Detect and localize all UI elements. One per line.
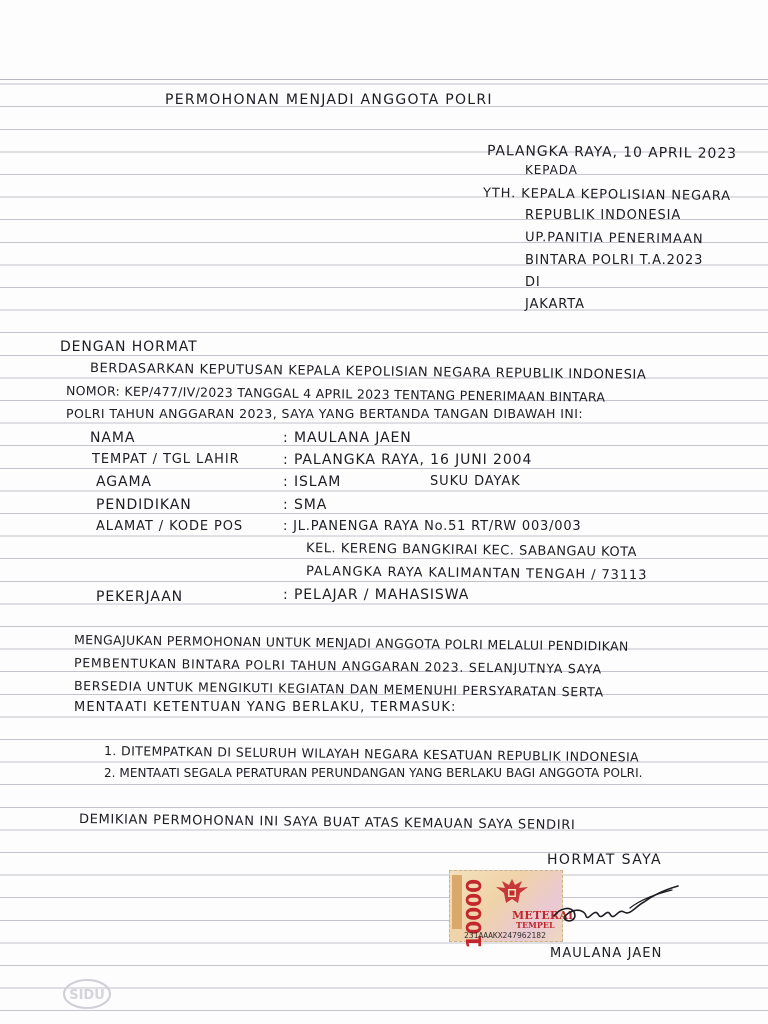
field-pendidikan-value: : SMA bbox=[283, 497, 328, 513]
sidu-logo-text: SIDU bbox=[69, 988, 105, 1003]
signer-name: MAULANA JAEN bbox=[550, 946, 663, 961]
field-ttl-value: : PALANGKA RAYA, 16 JUNI 2004 bbox=[283, 452, 533, 468]
letter-title: PERMOHONAN MENJADI ANGGOTA POLRI bbox=[165, 92, 493, 108]
body-line-2: PEMBENTUKAN BINTARA POLRI TAHUN ANGGARAN 2023. SELANJUTNYA SAYA bbox=[73, 655, 602, 677]
handwritten-signature bbox=[540, 878, 690, 938]
intro-line-1: BERDASARKAN KEPUTUSAN KEPALA KEPOLISIAN NEGARA REPUBLIK INDONESIA bbox=[89, 361, 647, 383]
addressee-line-3: UP.PANITIA PENERIMAAN bbox=[524, 230, 704, 248]
stamp-value: 10000 bbox=[462, 879, 486, 949]
field-alamat-value-1: : JL.PANENGA RAYA No.51 RT/RW 003/003 bbox=[283, 519, 582, 534]
field-agama-value: : ISLAM bbox=[283, 474, 342, 490]
regards: HORMAT SAYA bbox=[547, 852, 662, 868]
field-alamat-label: ALAMAT / KODE POS bbox=[96, 519, 244, 534]
list-item-2: 2. MENTAATI SEGALA PERATURAN PERUNDANGAN YANG BERLAKU BAGI ANGGOTA POLRI. bbox=[104, 766, 643, 780]
garuda-emblem-icon bbox=[494, 877, 530, 907]
field-suku-value: SUKU DAYAK bbox=[430, 474, 521, 489]
addressee-line-5: DI bbox=[525, 275, 541, 290]
addressee-line-1: YTH. KEPALA KEPOLISIAN NEGARA bbox=[482, 186, 732, 205]
addressee-line-4: BINTARA POLRI T.A.2023 bbox=[525, 253, 704, 268]
intro-line-3: POLRI TAHUN ANGGARAN 2023, SAYA YANG BERTANDA TANGAN DIBAWAH INI: bbox=[66, 406, 583, 421]
field-pekerjaan-label: PEKERJAAN bbox=[96, 589, 184, 605]
place-date: PALANGKA RAYA, 10 APRIL 2023 bbox=[486, 143, 738, 163]
field-alamat-value-3: PALANGKA RAYA KALIMANTAN TENGAH / 73113 bbox=[305, 564, 648, 584]
intro-line-2: NOMOR: KEP/477/IV/2023 TANGGAL 4 APRIL 2023 TENTANG PENERIMAAN BINTARA bbox=[65, 383, 606, 405]
addressee-line-2: REPUBLIK INDONESIA bbox=[525, 208, 682, 223]
list-item-1: 1. DITEMPATKAN DI SELURUH WILAYAH NEGARA KESATUAN REPUBLIK INDONESIA bbox=[103, 743, 640, 765]
field-nama-label: NAMA bbox=[90, 430, 136, 446]
stamp-serial: 231AAAKX247962182 bbox=[464, 931, 546, 940]
body-line-4: MENTAATI KETENTUAN YANG BERLAKU, TERMASUK: bbox=[74, 700, 457, 715]
sidu-logo-watermark bbox=[62, 978, 112, 1010]
salutation: DENGAN HORMAT bbox=[60, 339, 198, 355]
field-pekerjaan-value: : PELAJAR / MAHASISWA bbox=[283, 587, 470, 603]
addressee-kepada: KEPADA bbox=[525, 163, 578, 177]
addressee-line-6: JAKARTA bbox=[525, 297, 585, 312]
field-agama-label: AGAMA bbox=[96, 474, 152, 490]
field-ttl-label: TEMPAT / TGL LAHIR bbox=[92, 452, 240, 467]
stamp-label-tempel: TEMPEL bbox=[516, 920, 555, 930]
field-pendidikan-label: PENDIDIKAN bbox=[96, 497, 192, 513]
stamp-label-meterai: METERAI bbox=[512, 909, 574, 922]
stamp-band bbox=[452, 875, 462, 929]
field-nama-value: : MAULANA JAEN bbox=[283, 430, 412, 446]
field-alamat-value-2: KEL. KERENG BANGKIRAI KEC. SABANGAU KOTA bbox=[305, 541, 638, 561]
body-line-3: BERSEDIA UNTUK MENGIKUTI KEGIATAN DAN MEMENUHI PERSYARATAN SERTA bbox=[73, 678, 604, 700]
closing-statement: DEMIKIAN PERMOHONAN INI SAYA BUAT ATAS KEMAUAN SAYA SENDIRI bbox=[78, 812, 576, 834]
page-header-margin bbox=[0, 0, 768, 80]
body-line-1: MENGAJUKAN PERMOHONAN UNTUK MENJADI ANGGOTA POLRI MELALUI PENDIDIKAN bbox=[73, 632, 629, 654]
